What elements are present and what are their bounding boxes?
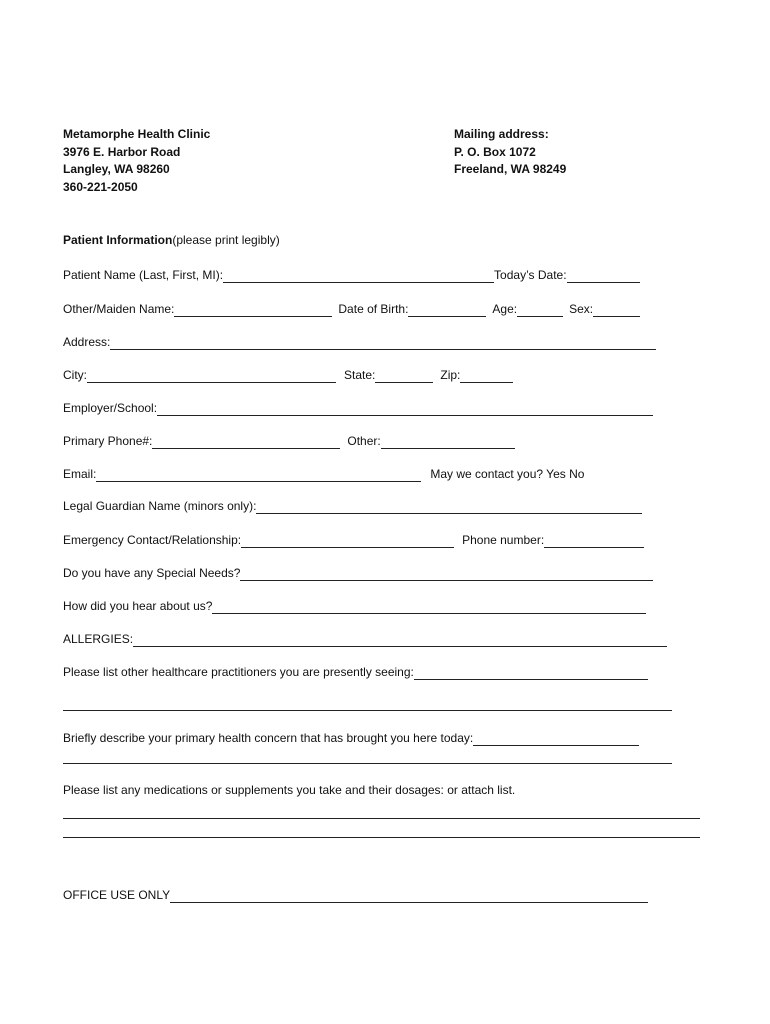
date-of-birth-field[interactable] (408, 301, 486, 317)
other-practitioners-field[interactable] (414, 664, 648, 680)
may-we-contact-label[interactable]: May we contact you? Yes No (430, 467, 585, 481)
section-header (63, 228, 280, 248)
legal-guardian-label: Legal Guardian Name (minors only): (63, 499, 257, 513)
row-maiden-dob (63, 297, 640, 317)
other-phone-field[interactable] (381, 433, 515, 449)
employer-school-field[interactable] (157, 400, 653, 416)
todays-date-field[interactable] (567, 267, 640, 283)
row-legal-guardian (63, 494, 642, 514)
row-employer (63, 396, 653, 416)
sex-label: Sex: (569, 302, 594, 316)
other-maiden-name-label: Other/Maiden Name: (63, 302, 175, 316)
section-title: Patient Information (63, 233, 173, 247)
medications-field-line-2[interactable] (63, 822, 700, 838)
row-email (63, 462, 584, 482)
clinic-phone: 360-221-2050 (63, 179, 138, 194)
row-medications (63, 778, 515, 798)
hear-about-us-field[interactable] (212, 598, 646, 614)
other-phone-label: Other: (347, 434, 381, 448)
employer-school-label: Employer/School: (63, 401, 158, 415)
city-field[interactable] (87, 367, 336, 383)
allergies-field[interactable] (133, 631, 667, 647)
office-use-only-label: OFFICE USE ONLY (63, 888, 171, 902)
medications-label: Please list any medications or supplements you take and their dosages: or attach list. (63, 783, 516, 797)
mailing-heading: Mailing address: (454, 127, 549, 141)
hear-about-us-label: How did you hear about us? (63, 599, 213, 613)
office-use-only-line (170, 887, 648, 903)
row-office-use-only (63, 883, 648, 903)
primary-concern-field-line-2[interactable] (63, 748, 672, 764)
primary-phone-label: Primary Phone#: (63, 434, 153, 448)
age-field[interactable] (517, 301, 563, 317)
other-maiden-name-field[interactable] (174, 301, 332, 317)
primary-concern-label: Briefly describe your primary health concern that has brought you here today: (63, 731, 474, 745)
email-field[interactable] (96, 466, 421, 482)
row-primary-concern (63, 726, 639, 746)
primary-phone-field[interactable] (152, 433, 340, 449)
city-label: City: (63, 368, 87, 382)
special-needs-field[interactable] (240, 565, 653, 581)
sex-field[interactable] (593, 301, 640, 317)
legal-guardian-field[interactable] (256, 498, 642, 514)
address-label: Address: (63, 335, 111, 349)
age-label: Age: (492, 302, 518, 316)
row-special-needs (63, 561, 653, 581)
medications-field-line-1[interactable] (63, 803, 700, 819)
row-other-practitioners (63, 660, 648, 680)
date-of-birth-label: Date of Birth: (338, 302, 409, 316)
clinic-name: Metamorphe Health Clinic (63, 127, 211, 141)
mailing-address-block (454, 126, 566, 179)
emergency-contact-field[interactable] (241, 532, 454, 548)
allergies-label: ALLERGIES: (63, 632, 134, 646)
patient-name-field[interactable] (223, 267, 494, 283)
other-practitioners-field-line-2[interactable] (63, 695, 672, 711)
phone-number-label: Phone number: (462, 533, 545, 547)
state-field[interactable] (375, 367, 433, 383)
primary-concern-field[interactable] (473, 730, 639, 746)
special-needs-label: Do you have any Special Needs? (63, 566, 241, 580)
section-note: (please print legibly) (172, 233, 280, 247)
row-patient-name (63, 263, 640, 283)
row-address (63, 330, 656, 350)
emergency-contact-label: Emergency Contact/Relationship: (63, 533, 242, 547)
clinic-address-block (63, 126, 210, 196)
phone-number-field[interactable] (544, 532, 644, 548)
zip-field[interactable] (460, 367, 513, 383)
row-allergies (63, 627, 667, 647)
mailing-city: Freeland, WA 98249 (454, 162, 567, 176)
row-emergency-contact (63, 528, 644, 548)
email-label: Email: (63, 467, 97, 481)
state-label: State: (344, 368, 376, 382)
mailing-box: P. O. Box 1072 (454, 144, 536, 159)
row-city-state-zip (63, 363, 513, 383)
address-field[interactable] (110, 334, 656, 350)
row-phone (63, 429, 515, 449)
other-practitioners-label: Please list other healthcare practitioners you are presently seeing: (63, 665, 414, 679)
zip-label: Zip: (440, 368, 461, 382)
row-hear-about-us (63, 594, 646, 614)
clinic-street: 3976 E. Harbor Road (63, 144, 181, 159)
todays-date-label: Today’s Date: (494, 268, 567, 282)
clinic-city: Langley, WA 98260 (63, 162, 170, 176)
patient-name-label: Patient Name (Last, First, MI): (63, 268, 224, 282)
